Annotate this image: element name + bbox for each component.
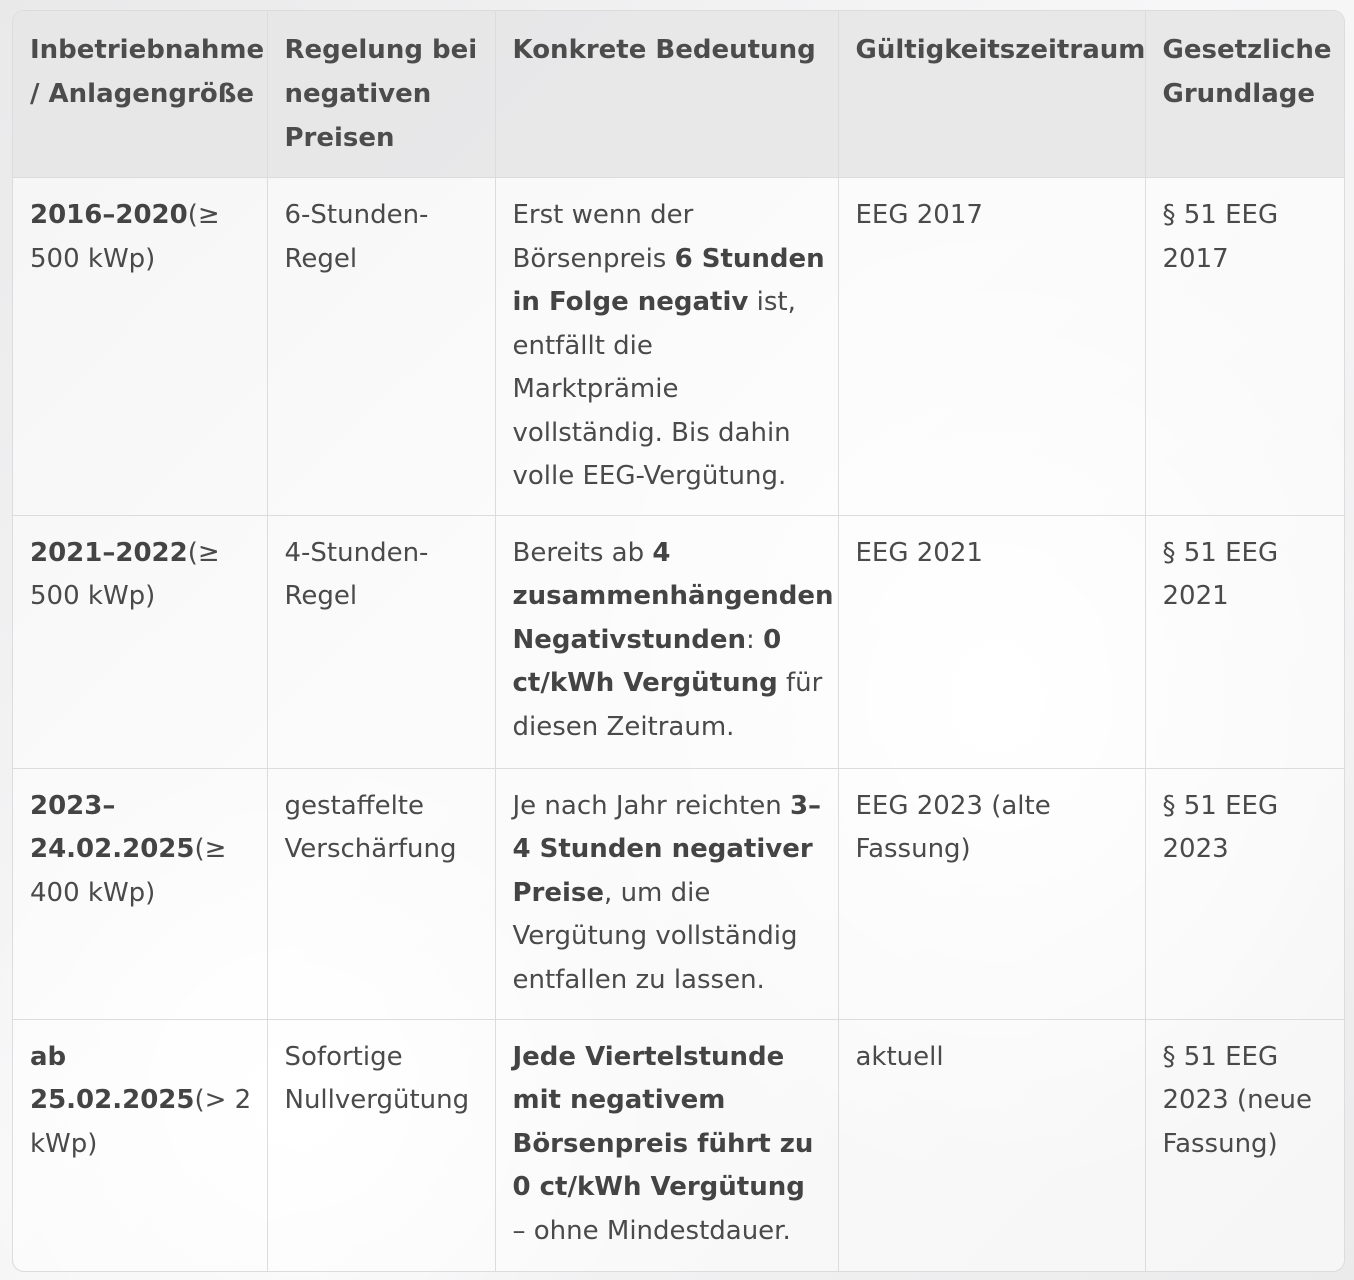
- regulation-table-card: [12, 10, 1345, 1272]
- meaning-text: ist, entfällt die Marktprämie vollständig. Bis dahin volle EEG-Vergütung.: [512, 287, 796, 491]
- cell-validity: EEG 2021: [838, 515, 1145, 768]
- cell-legal: § 51 EEG 2017: [1145, 178, 1344, 516]
- cell-legal: § 51 EEG 2023 (neue Fassung): [1162, 1041, 1313, 1159]
- cell-validity: EEG 2023 (alte Fassung): [838, 768, 1145, 1019]
- cell-validity: EEG 2017: [838, 178, 1145, 516]
- cell-meaning: [495, 178, 838, 516]
- cell-legal: § 51 EEG 2021: [1145, 515, 1344, 768]
- period-bold: ab 25.02.2025: [30, 1041, 195, 1115]
- header-legal-basis: Gesetzliche Grundlage: [1145, 11, 1344, 178]
- meaning-text: :: [746, 624, 764, 655]
- meaning-text: Erst wenn der Börsenpreis: [512, 200, 694, 274]
- meaning-emphasis: Jede Viertelstunde mit negativem Börsenpreis führt zu 0 ct/kWh Vergütung: [512, 1041, 814, 1202]
- table-header-row: [13, 11, 1344, 178]
- header-meaning: Konkrete Bedeutung: [495, 11, 838, 178]
- cell-rule: 6-Stunden-Regel: [267, 178, 495, 516]
- cell-meaning: [495, 1019, 838, 1272]
- cell-period: [13, 1019, 267, 1272]
- cell-rule: gestaffelte Verschärfung: [267, 768, 495, 1019]
- meaning-text: für diesen Zeitraum.: [512, 668, 823, 742]
- cell-validity: aktuell: [838, 1019, 1145, 1272]
- meaning-text: – ohne Mindestdauer.: [512, 1215, 791, 1246]
- table-row: [13, 178, 1344, 516]
- meaning-emphasis: 4 zusammenhängenden Negativstunden: [512, 537, 834, 655]
- cell-rule: 4-Stunden-Regel: [267, 515, 495, 768]
- cell-period: [13, 515, 267, 768]
- period-bold: 2021–2022: [30, 537, 188, 568]
- period-size: (≥ 400 kWp): [30, 834, 227, 908]
- cell-meaning: [495, 768, 838, 1019]
- cell-rule: Sofortige Nullvergütung: [267, 1019, 495, 1272]
- cell-meaning: [495, 515, 838, 768]
- meaning-text: Je nach Jahr reichten: [512, 790, 790, 821]
- table-row: [13, 515, 1344, 768]
- meaning-emphasis: 3–4 Stunden negativer Preise: [512, 790, 822, 908]
- period-size: (≥ 500 kWp): [30, 200, 220, 274]
- meaning-emphasis: 0 ct/kWh Vergütung: [512, 624, 782, 698]
- table-row: [13, 768, 1344, 1019]
- table-row: [13, 1019, 1344, 1272]
- meaning-text: , um die Vergütung vollständig entfallen zu lassen.: [512, 877, 798, 995]
- cell-period: [13, 178, 267, 516]
- period-size: (≥ 500 kWp): [30, 537, 220, 611]
- meaning-emphasis: 6 Stunden in Folge negativ: [512, 243, 825, 317]
- cell-legal: § 51 EEG 2023: [1145, 768, 1344, 1019]
- period-bold: 2023–24.02.2025: [30, 790, 195, 864]
- header-rule: Regelung bei negativen Preisen: [267, 11, 495, 178]
- header-validity: Gültigkeitszeitraum: [838, 11, 1145, 178]
- meaning-text: Bereits ab: [512, 537, 653, 568]
- period-bold: 2016–2020: [30, 200, 188, 230]
- header-commissioning-size: Inbetriebnahme / Anlagengröße: [13, 11, 267, 178]
- cell-period: [13, 768, 267, 1019]
- negative-price-rules-table: [13, 11, 1344, 1272]
- period-size: (> 2 kWp): [30, 1085, 252, 1159]
